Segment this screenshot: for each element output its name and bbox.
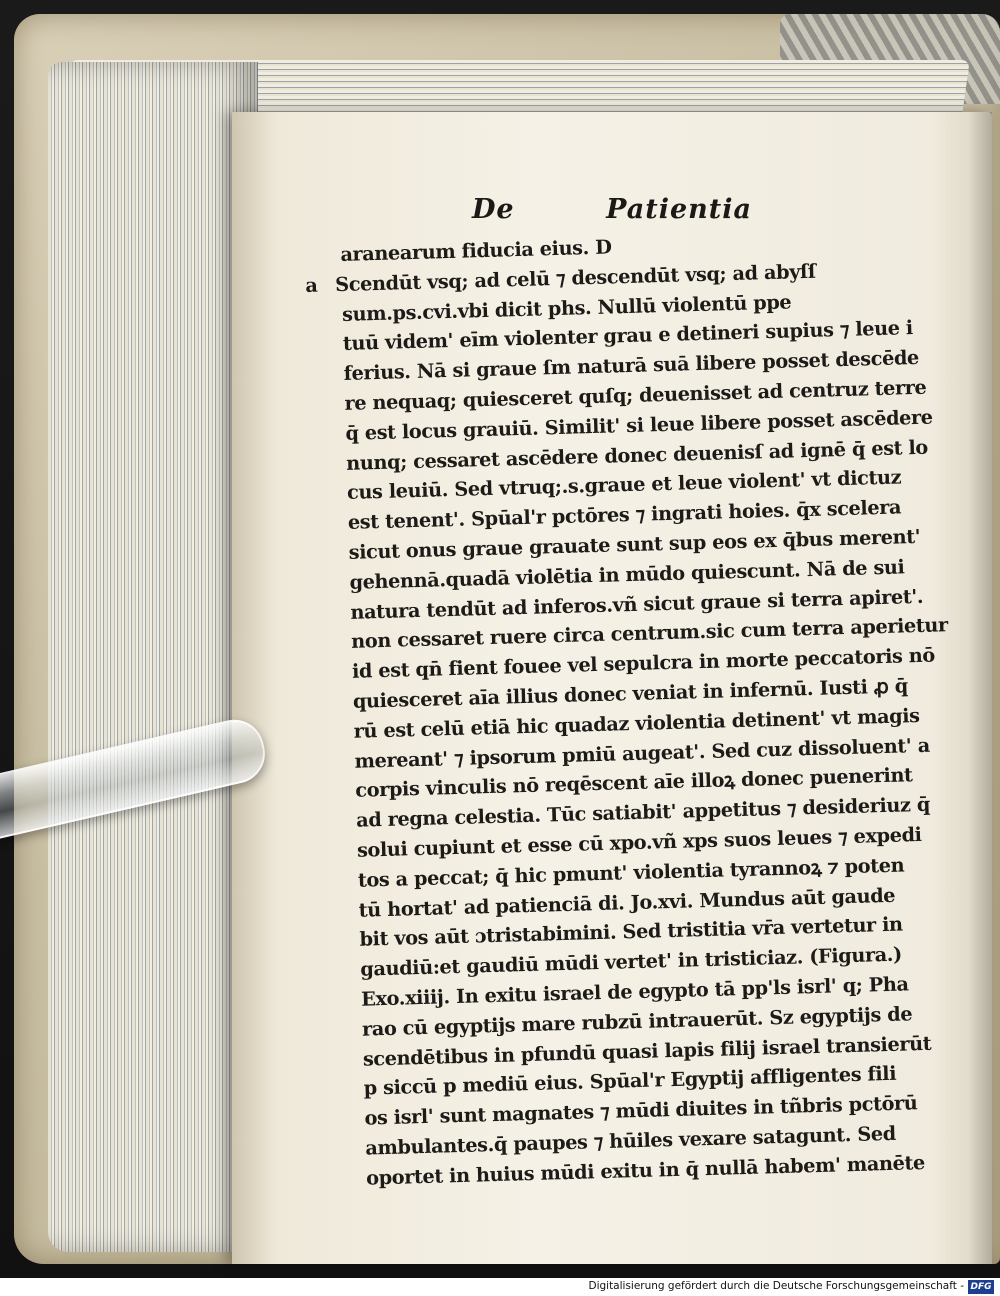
dfg-logo: DFG — [968, 1280, 994, 1294]
text-line-content: solui cupiunt et esse cū xpo.vñ xps suos leues ⁊ expedi — [356, 822, 922, 862]
text-line-content: tos a peccat; q̄ hic pmunt' violentia tyrannoꝝ ⁊ poten — [357, 853, 905, 892]
text-line-content: re nequaq; quiesceret quſq; deuenisset ad centruz terre — [344, 375, 927, 415]
text-line-content: sum.ps.cvi.vbi dicit phs. Nullū violentū ppe — [341, 290, 792, 326]
footer-bar — [0, 1278, 1000, 1296]
text-line-content: gaudiū:et gaudiū mūdi vertet' in tristiciaz. (Figura.) — [360, 942, 903, 981]
text-line-content: id est qn̄ fient fouee vel sepulcra in morte peccatoris nō — [351, 643, 936, 683]
running-head-left: De — [472, 194, 515, 225]
text-line-content: os isrl' sunt magnates ⁊ mūdi diuites in tñbris pctōrū — [364, 1091, 918, 1130]
text-line-content: mereant' ⁊ ipsorum pmiū augeat'. Sed cuz dissoluent' a — [354, 733, 931, 773]
page-gutter-shadow — [968, 112, 992, 1264]
text-line-content: scendētibus in pfundū quasi lapis filij israel transierūt — [362, 1031, 932, 1071]
footer-credit: Digitalisierung gefördert durch die Deutsche Forschungsgemeinschaft - — [588, 1280, 964, 1292]
text-line-content: quiesceret aīa illius donec veniat in infernū. Iusti ꝓ q̄ — [352, 674, 909, 713]
text-line-content: oportet in huius mūdi exitu in q̄ nullā habem' manēte — [365, 1150, 926, 1190]
text-line-content: cus leuiū. Sed vtruq;.s.graue et leue violent' vt dictuz — [346, 465, 902, 505]
printed-page — [232, 112, 992, 1264]
text-line-content: est tenent'. Spūal'r pctōres ⁊ ingrati hoies. q̄x scelera — [347, 495, 902, 535]
glass-rod-body — [0, 714, 271, 840]
text-line-content: rū est celū etiā hic quadaz violentia detinent' vt magis — [353, 703, 920, 743]
text-line-content: gehennā.quadā violētia in mūdo quiescunt. Nā de sui — [349, 555, 905, 594]
text-line-content: bit vos aūt ɔtristabimini. Sed tristitia vr̄a vertetur in — [359, 912, 903, 952]
text-line-content: ambulantes.q̄ paupes ⁊ hūiles vexare satagunt. Sed — [365, 1121, 897, 1160]
body-text — [304, 224, 956, 1194]
running-head — [472, 194, 752, 225]
text-line-content: non cessaret ruere circa centrum.sic cum terra aperietur — [350, 613, 949, 654]
text-line-content: ad regna celestia. Tūc satiabit' appetitus ⁊ desideriuz q̄ — [355, 792, 931, 832]
text-line-content: aranearum fiducia eius. D — [340, 235, 612, 266]
text-line-content: q̄ est locus grauiū. Similit' si leue libere posset ascēdere — [345, 405, 933, 445]
text-line-content: rao cū egyptijs mare rubzū intrauerūt. Sz egyptijs de — [361, 1002, 913, 1041]
text-line-content: Scendūt vsq; ad celū ⁊ descendūt vsq; ad abyſſ — [334, 259, 817, 296]
text-line-content: p siccū p mediū eius. Spūal'r Egyptij affligentes fili — [363, 1062, 897, 1100]
text-line-content: nunq; cessaret ascēdere donec deuenisſ ad ignē q̄ est lo — [345, 435, 929, 475]
text-line-content: natura tendūt ad inferos.vñ sicut graue si terra apiret'. — [350, 584, 924, 624]
text-line-content: sicut onus graue grauate sunt sup eos ex q̄bus merent' — [348, 524, 921, 564]
text-line-content: corpis vinculis nō reqēscent aīe illoꝝ donec puenerint — [355, 763, 913, 803]
margin-letter: a — [304, 273, 318, 297]
text-line-content: tuū videm' eīm violenter grau e detineri supius ⁊ leue i — [342, 316, 914, 356]
page-stack-edges — [48, 62, 258, 1252]
text-line-content: tū hortat' ad patienciā di. Jo.xvi. Mundus aūt gaude — [358, 883, 896, 922]
text-line-content: ferius. Nā si graue ſm naturā suā libere posset descēde — [343, 346, 920, 386]
text-line-content: Exo.xiiij. In exitu israel de egypto tā pp'ls isrl' q; Pha — [360, 972, 909, 1011]
running-head-right: Patientia — [606, 194, 752, 225]
